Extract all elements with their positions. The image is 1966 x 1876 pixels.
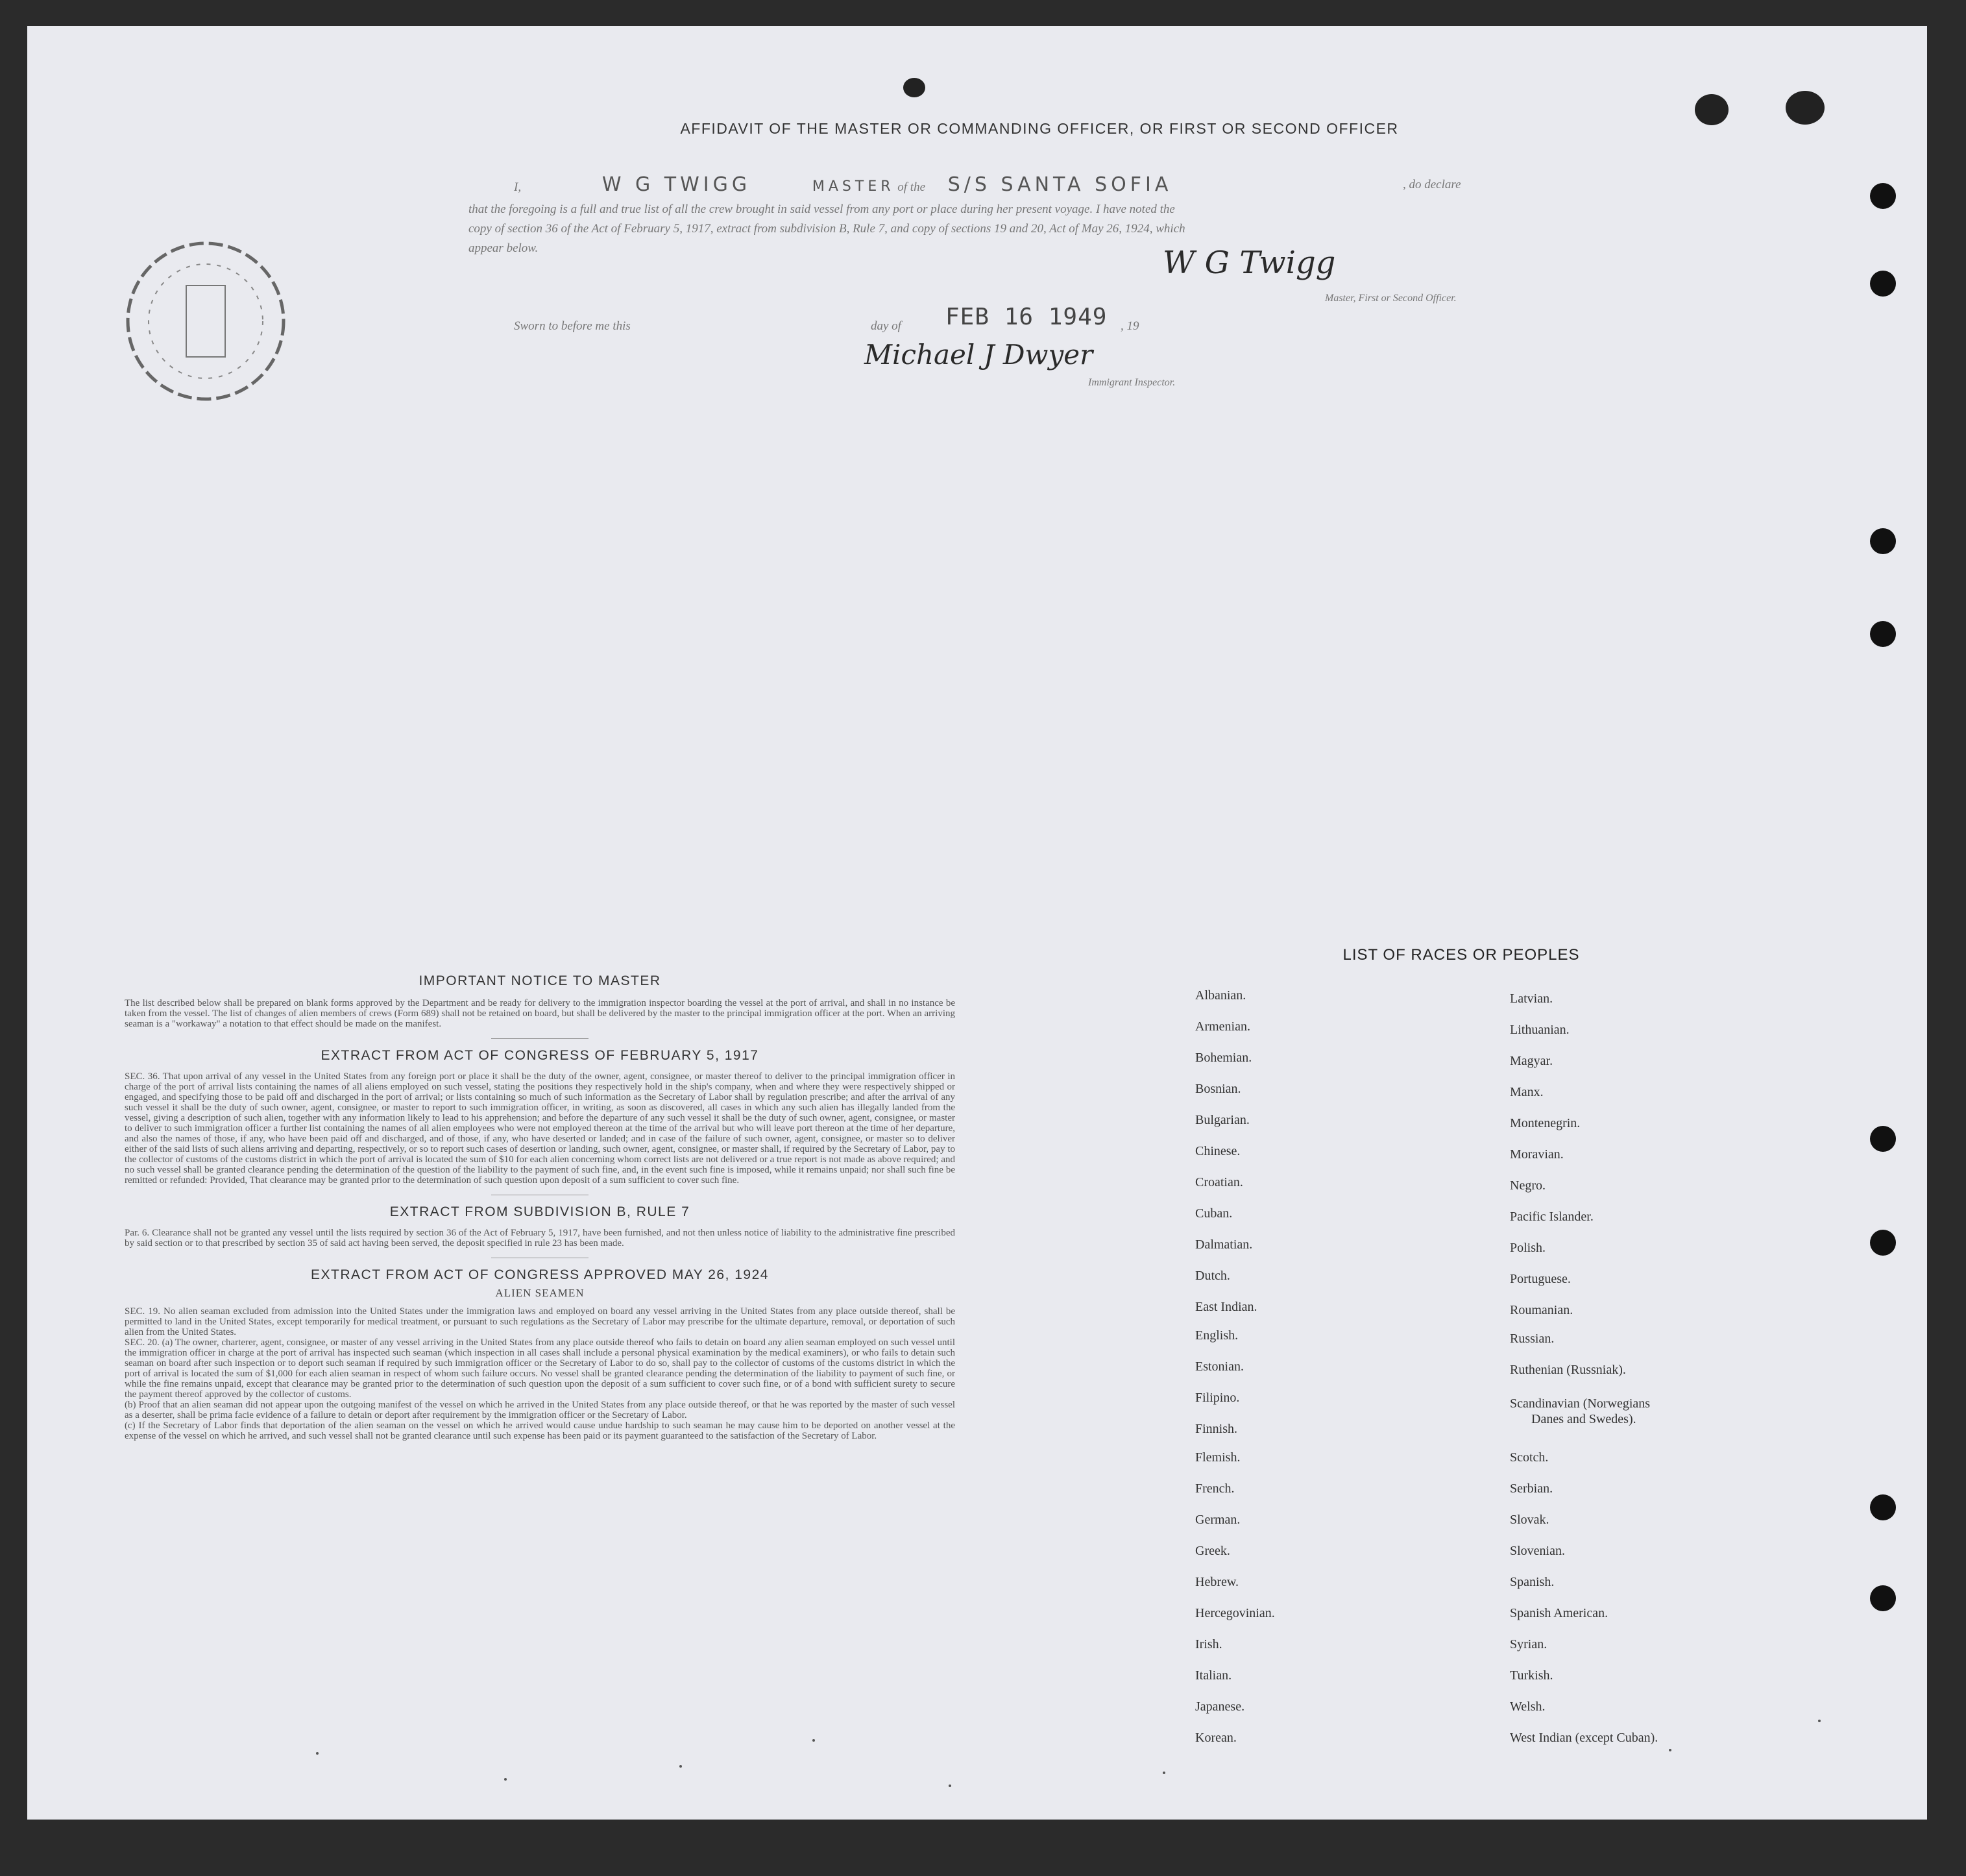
- speck: [504, 1778, 507, 1781]
- race-item: German.: [1195, 1513, 1241, 1527]
- document-page: [27, 26, 1927, 1820]
- race-item: Scotch.: [1510, 1450, 1549, 1465]
- race-item: Danes and Swedes).: [1531, 1412, 1636, 1426]
- race-item: Bosnian.: [1195, 1082, 1241, 1096]
- master-role-field: MASTER: [812, 178, 895, 195]
- speck: [1163, 1772, 1165, 1774]
- race-item: Negro.: [1510, 1178, 1546, 1193]
- race-item: Irish.: [1195, 1637, 1222, 1651]
- punch-hole: [1870, 1585, 1896, 1611]
- race-item: Latvian.: [1510, 992, 1553, 1006]
- race-item: English.: [1195, 1328, 1239, 1343]
- race-item: Slovenian.: [1510, 1544, 1565, 1558]
- race-item: Flemish.: [1195, 1450, 1241, 1465]
- race-item: West Indian (except Cuban).: [1510, 1731, 1658, 1745]
- race-item: Spanish American.: [1510, 1606, 1608, 1620]
- race-item: Scandinavian (Norwegians: [1510, 1396, 1651, 1411]
- race-item: Welsh.: [1510, 1699, 1546, 1714]
- race-item: Russian.: [1510, 1332, 1555, 1346]
- ink-spot: [1786, 91, 1825, 125]
- speck: [316, 1752, 319, 1755]
- race-item: Spanish.: [1510, 1575, 1555, 1589]
- rule7-body: Par. 6. Clearance shall not be granted any vessel until the lists required by section 36 of the Act of February 5, 1917, have been furnished, and not then unless notice of liability to the administrative fine prescribed by said section or to that prescribed by section 35 of said act having been served, the deposit specified in rule 23 has been made.: [125, 1228, 955, 1249]
- master-signature: W G Twigg: [1163, 245, 1336, 281]
- race-item: Bohemian.: [1195, 1051, 1252, 1065]
- extract-1917-body: SEC. 36. That upon arrival of any vessel in the United States from any foreign port or place it shall be the duty of the owner, agent, consignee, or master thereof to deliver to the principal immigration officer in charge of the port of arrival lists containing the names of all aliens employed on such vessel, stating the positions they respectively hold in the ship's company, when and where they were respectively shipped or engaged, and specifying those to be paid off and discharged in the port of arrival; or lists containing so much of such information as the Secretary of Labor shall by regulation prescribe; and after the arrival of any such vessel it shall be the duty of such owner, agent, consignee, or master to report to such immigration officer, in writing, as soon as discovered, all cases in which any such alien has illegally landed from the vessel, giving a description of such alien, together with any information likely to lead to his apprehension; and before the departure of any such vessel it shall be the duty of such owner, agent, consignee, or master to deliver to such immigration officer a further list containing the names of all alien employees who were not employed thereon at the time of the arrival but who will leave port thereon at the time of her departure, and also the names of those, if any, who have been paid off and discharged, and of those, if any, who have deserted or landed; and in case of the failure of such owner, agent, consignee, or master so to deliver either of the said lists of such aliens arriving and departing, respectively, or so to report such cases of desertion or landing, such owner, agent, consignee, or master shall, if required by the Secretary of Labor, pay to the collector of customs of the customs district in which the port of arrival is located the sum of $10 for each alien concerning whom correct lists are not delivered or a true report is not made as above required; and no such vessel shall be granted clearance pending the determination of the question of the liability to the payment of such fine, and, in the event such fine is imposed, while it remains unpaid; nor shall such fine be remitted or refunded: Provided, That clearance may be granted prior to the determination of such question upon deposit of a sum sufficient to cover such fine.: [125, 1071, 955, 1186]
- race-item: Chinese.: [1195, 1144, 1241, 1158]
- races-title: LIST OF RACES OR PEOPLES: [1342, 946, 1580, 964]
- punch-hole: [1870, 621, 1896, 647]
- rule7-heading: EXTRACT FROM SUBDIVISION B, RULE 7: [389, 1204, 690, 1219]
- speck: [812, 1739, 815, 1742]
- speck: [1818, 1720, 1821, 1722]
- speck: [949, 1785, 951, 1787]
- race-item: Finnish.: [1195, 1422, 1238, 1436]
- race-item: Moravian.: [1510, 1147, 1564, 1162]
- sec20a-body: SEC. 20. (a) The owner, charterer, agent, consignee, or master of any vessel arriving in the United States from any place outside thereof who fails to detain on board any alien seaman employed on such vessel until the immigration officer in charge at the port of arrival has inspected such seaman (which inspection in all cases shall include a personal physical examination by the medical examiners), or who fails to detain such seaman on board after such inspection or to deport such seaman if required by such immigration officer or the Secretary of Labor to do so, shall pay to the collector of customs of the customs district in which the port of arrival is located the sum of $1,000 for each alien seaman in respect of whom such failure occurs. No vessel shall be granted clearance pending the determination of the liability to payment of such fine, or while the fine remains unpaid, except that clearance may be granted prior to the determination of such question upon the deposit of a sum sufficient to cover such fine, or of a bond with sufficient surety to secure the payment thereof approved by the collector of customs.: [125, 1337, 955, 1400]
- notice-section: [125, 973, 955, 1441]
- affidavit-line-4: appear below.: [468, 241, 539, 255]
- year-suffix-label: , 19: [1121, 319, 1139, 333]
- punch-hole: [1870, 1494, 1896, 1520]
- master-name-field: W G TWIGG: [601, 173, 751, 196]
- race-item: Portuguese.: [1510, 1272, 1571, 1286]
- race-item: Bulgarian.: [1195, 1113, 1250, 1127]
- race-item: Ruthenian (Russniak).: [1510, 1363, 1626, 1377]
- race-item: Greek.: [1195, 1544, 1230, 1558]
- sworn-date-stamp: FEB 16 1949: [945, 304, 1108, 330]
- punch-hole: [1870, 528, 1896, 554]
- punch-hole: [1870, 1126, 1896, 1152]
- speck: [679, 1765, 682, 1768]
- affidavit-line-3: copy of section 36 of the Act of February 5, 1917, extract from subdivision B, Rule 7, and copy of sections 19 and 20, Act of May 26, 1924, which: [468, 222, 1185, 236]
- of-the-label: of the: [897, 180, 926, 194]
- affidavit-line-1: [468, 175, 1520, 197]
- race-item: Turkish.: [1510, 1668, 1553, 1683]
- race-item: Polish.: [1510, 1241, 1546, 1255]
- race-item: Hercegovinian.: [1195, 1606, 1275, 1620]
- notice-body: The list described below shall be prepared on blank forms approved by the Department and be ready for delivery to the immigration inspector boarding the vessel at the port of arrival, and shall in no instance be taken from the vessel. The list of changes of alien members of crews (Form 689) shall not be retained on board, but shall be delivered by the master to the principal immigration officer at the port. When an arriving seaman is a "workaway" a notation to that effect should be made on the manifest.: [125, 998, 955, 1029]
- extract-1924-heading: EXTRACT FROM ACT OF CONGRESS APPROVED MAY 26, 1924: [311, 1267, 769, 1282]
- ink-spot: [903, 78, 925, 97]
- sworn-label: Sworn to before me this: [514, 319, 631, 333]
- divider: [491, 1038, 589, 1039]
- race-item: Armenian.: [1195, 1019, 1250, 1034]
- day-of-label: day of: [871, 319, 901, 333]
- race-item: Croatian.: [1195, 1175, 1243, 1189]
- inspector-caption: Immigrant Inspector.: [1088, 377, 1176, 388]
- punch-hole: [1870, 271, 1896, 297]
- sec19-body: SEC. 19. No alien seaman excluded from admission into the United States under the immigration laws and employed on board any vessel arriving in the United States from any place outside thereof, shall be permitted to land in the United States, except temporarily for medical treatment, or pursuant to such regulations as the Secretary of Labor may prescribe for the ultimate departure, removal, or deportation of such alien from the United States.: [125, 1306, 955, 1337]
- inspector-signature: Michael J Dwyer: [864, 339, 1093, 371]
- notice-heading: IMPORTANT NOTICE TO MASTER: [419, 973, 661, 988]
- race-item: Albanian.: [1195, 988, 1246, 1003]
- sec20b-body: (b) Proof that an alien seaman did not appear upon the outgoing manifest of the vessel on which he arrived in the United States from any place outside thereof, or that he was reported by the master of such vessel as a deserter, shall be prima facie evidence of a failure to detain or deport after requirement by the immigration officer or the Secretary of Labor.: [125, 1400, 955, 1420]
- sec20c-body: (c) If the Secretary of Labor finds that deportation of the alien seaman on the vessel on which he arrived would cause undue hardship to such seaman he may cause him to be deported on another vessel at the expense of the vessel on which he arrived, and such vessel shall not be granted clearance until such expense has been paid or its payment guaranteed to the satisfaction of the Secretary of Labor.: [125, 1420, 955, 1441]
- ink-spot: [1695, 94, 1729, 125]
- sworn-line: [468, 304, 1520, 336]
- race-item: Dalmatian.: [1195, 1237, 1253, 1252]
- race-item: Roumanian.: [1510, 1303, 1573, 1317]
- race-item: East Indian.: [1195, 1300, 1257, 1314]
- affidavit-line-2: that the foregoing is a full and true list of all the crew brought in said vessel from any port or place during her present voyage. I have noted the: [468, 202, 1175, 216]
- punch-hole: [1870, 183, 1896, 209]
- race-item: Italian.: [1195, 1668, 1232, 1683]
- official-seal-stamp: [112, 227, 300, 415]
- race-item: Hebrew.: [1195, 1575, 1239, 1589]
- race-item: Serbian.: [1510, 1481, 1553, 1496]
- affidavit-title: AFFIDAVIT OF THE MASTER OR COMMANDING OFFICER, OR FIRST OR SECOND OFFICER: [680, 120, 1399, 137]
- race-item: Slovak.: [1510, 1513, 1549, 1527]
- master-caption: Master, First or Second Officer.: [1325, 293, 1457, 304]
- declare-label: , do declare: [1403, 178, 1461, 191]
- race-item: Pacific Islander.: [1510, 1210, 1594, 1224]
- race-item: French.: [1195, 1481, 1235, 1496]
- extract-1917-heading: EXTRACT FROM ACT OF CONGRESS OF FEBRUARY 5, 1917: [321, 1048, 759, 1063]
- vessel-name-field: S/S SANTA SOFIA: [947, 173, 1172, 196]
- i-label: I,: [514, 180, 522, 194]
- race-item: Japanese.: [1195, 1699, 1245, 1714]
- race-item: Dutch.: [1195, 1269, 1230, 1283]
- race-item: Estonian.: [1195, 1359, 1244, 1374]
- race-item: Korean.: [1195, 1731, 1237, 1745]
- punch-hole: [1870, 1230, 1896, 1256]
- race-item: Cuban.: [1195, 1206, 1233, 1221]
- race-item: Filipino.: [1195, 1391, 1240, 1405]
- race-item: Lithuanian.: [1510, 1023, 1570, 1037]
- race-item: Syrian.: [1510, 1637, 1547, 1651]
- speck: [1669, 1749, 1671, 1751]
- race-item: Montenegrin.: [1510, 1116, 1581, 1130]
- race-item: Magyar.: [1510, 1054, 1553, 1068]
- race-item: Manx.: [1510, 1085, 1544, 1099]
- alien-seamen-subheading: ALIEN SEAMEN: [495, 1287, 585, 1299]
